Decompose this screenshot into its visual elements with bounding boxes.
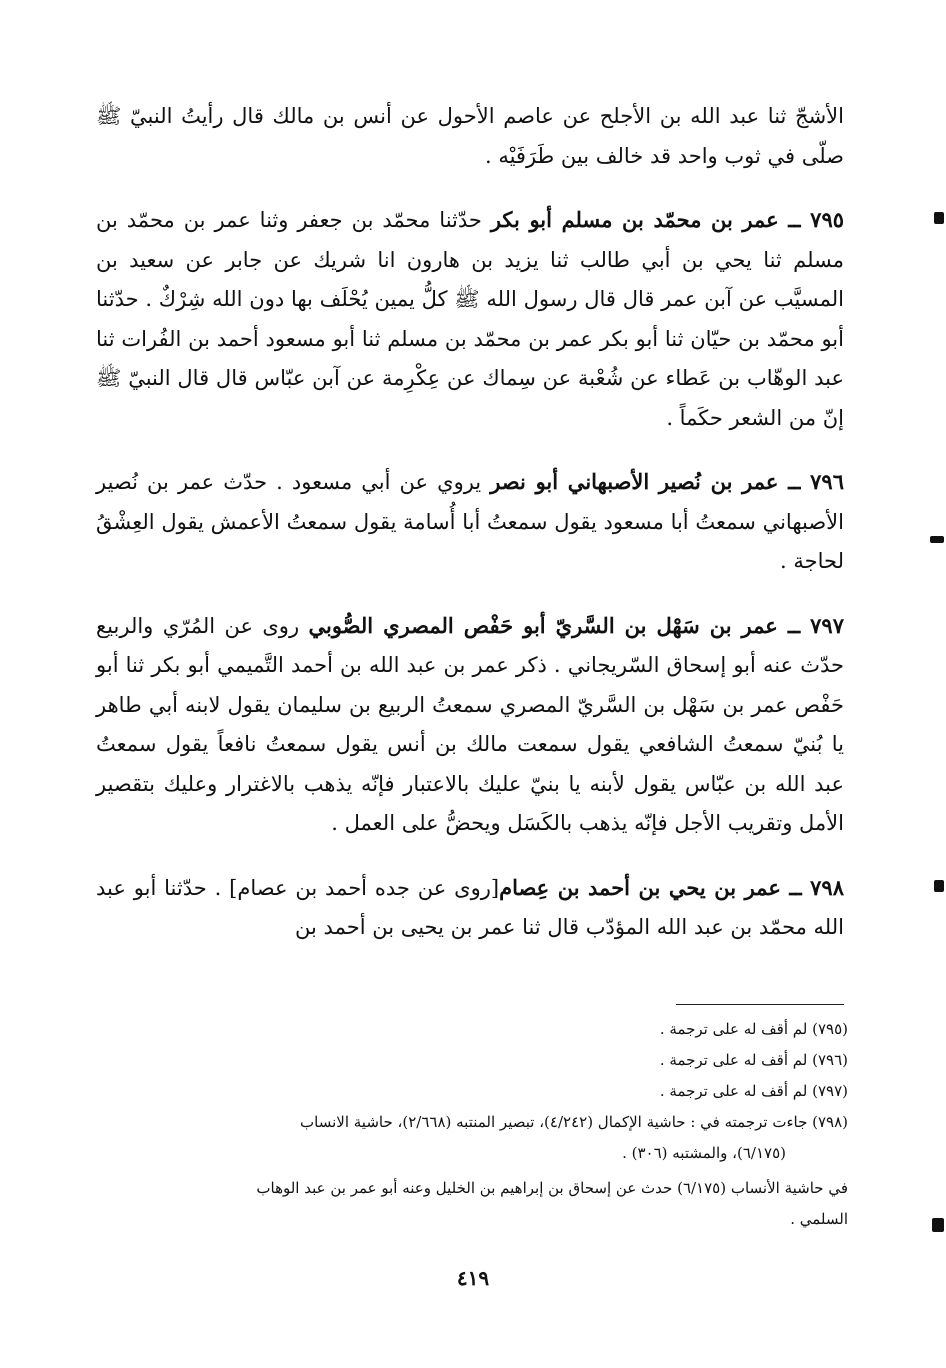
scan-mark <box>932 1218 944 1232</box>
footnote-798 <box>110 1107 848 1169</box>
footnote-text: (٧٩٥) لم أقف له على ترجمة . <box>659 1020 848 1038</box>
entry-heading: ٧٩٦ ــ عمر بن نُصير الأصبهاني أبو نصر <box>490 469 844 494</box>
entry-797 <box>96 606 844 844</box>
footnote-separator <box>676 1004 844 1005</box>
entry-heading: ٧٩٨ ــ عمر بن يحي بن أحمد بن عِصام <box>499 874 844 900</box>
entry-text: [روى عن جده أحمد بن عصام] . حدّثنا أبو عبد الله محمّد بن عبد الله المؤدّب قال ثنا عمر بن يحيى بن أحمد بن <box>96 875 844 939</box>
main-text <box>96 96 844 948</box>
footnote-797 <box>110 1076 848 1107</box>
footnote-795 <box>110 1014 848 1045</box>
page-number: ٤١٩ <box>456 1266 490 1290</box>
footnote-text: في حاشية الأنساب (٦/١٧٥) حدث عن إسحاق بن إبراهيم بن الخليل وعنه أبو عمر بن عبد الوهاب <box>256 1179 848 1197</box>
footnote-796 <box>110 1045 848 1076</box>
entry-text: الأشجّ ثنا عبد الله بن الأجلح عن عاصم الأحول عن أنس بن مالك قال رأيتُ النبيّ ﷺ صلّى في ثوب واحد قد خالف بين طَرَفَيْه . <box>96 104 844 168</box>
entry-text: روى عن المُرّي والربيع حدّث عنه أبو إسحاق السّريجاني . ذكر عمر بن عبد الله بن أحمد التَّميمي أبو بكر ثنا أبو حَفْص عمر بن سَهْل بن السَّريّ المصري سمعتُ الربيع بن سليمان يقول لابنه أبي طاهر يا بُنيّ سمعتُ الشافعي يقول سمعت مالك بن أنس يقول سمعتُ نافعاً يقول سمعتُ عبد الله بن عبّاس يقول لأبنه يا بنيّ عليك بالاعتبار فإنّه يذهب بالاغترار وعليك بتقصير الأمل وتقريب الأجل فإنّه يذهب بالكَسَل ويحضُّ على العمل . <box>96 613 844 835</box>
scan-mark <box>934 212 944 224</box>
footnote-continuation: السلمي . <box>790 1210 848 1228</box>
entry-heading: ٧٩٧ ــ عمر بن سَهْل بن السَّريّ أبو حَفْص المصري الصُّوبي <box>308 612 844 638</box>
footnote-text: (٧٩٧) لم أقف له على ترجمة . <box>659 1082 848 1100</box>
footnote-continuation: (٦/١٧٥)، والمشتبه (٣٠٦) . <box>622 1144 786 1162</box>
footnote-text: (٧٩٨) جاءت ترجمته في : حاشية الإكمال (٤/٢٤٢)، تبصير المنتبه (٢/٦٦٨)، حاشية الانساب <box>300 1113 848 1131</box>
footnote-text: (٧٩٦) لم أقف له على ترجمة . <box>659 1051 848 1069</box>
paragraph-intro <box>96 96 844 176</box>
footnote-798-addendum <box>110 1173 848 1235</box>
entry-796 <box>96 462 844 582</box>
scan-mark <box>930 536 944 543</box>
footnotes <box>110 1014 848 1235</box>
entry-text: حدّثنا محمّد بن جعفر وثنا عمر بن محمّد بن مسلم ثنا يحي بن أبي طالب ثنا يزيد بن هارون انا شريك عن جابر عن سعيد بن المسيَّب عن آبن عمر قال قال رسول الله ﷺ كلُّ يمين يُحْلَف بها دون الله شِرْكٌ . حدّثنا أبو محمّد بن حيّان ثنا أبو بكر عمر بن محمّد بن مسلم ثنا أبو مسعود أحمد بن الفُرات ثنا عبد الوهّاب بن عَطاء عن شُعْبة عن سِماك عن عِكْرِمة عن آبن عبّاس قال قال النبيّ ﷺ إنّ من الشعر حكَماً . <box>96 208 844 430</box>
entry-heading: ٧٩٥ ــ عمر بن محمّد بن مسلم أبو بكر <box>490 207 845 232</box>
scan-mark <box>934 880 944 892</box>
entry-text: يروي عن أبي مسعود . حدّث عمر بن نُصير الأصبهاني سمعتُ أبا مسعود يقول سمعتُ أبا أُسامة يقول سمعتُ الأعمش يقول العِشْقُ لحاجة . <box>96 470 844 573</box>
entry-798 <box>96 868 844 948</box>
entry-795 <box>96 200 844 438</box>
